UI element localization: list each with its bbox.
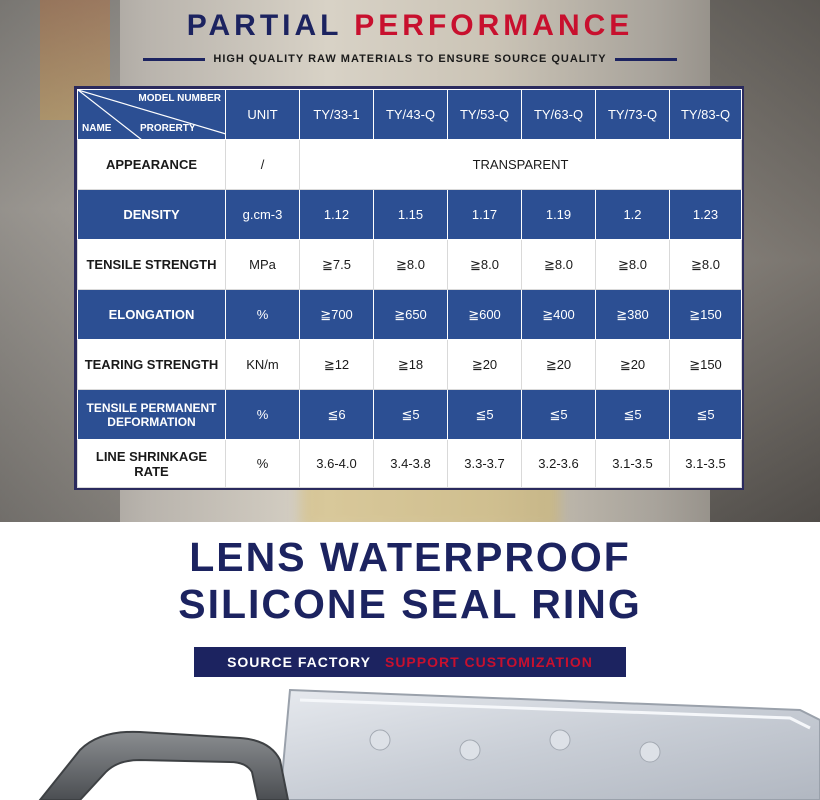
row-value: ≦5 — [374, 390, 448, 440]
table-row — [78, 290, 742, 340]
row-unit: MPa — [226, 240, 300, 290]
column-header: TY/63-Q — [522, 90, 596, 140]
row-unit: % — [226, 290, 300, 340]
row-value: 1.15 — [374, 190, 448, 240]
row-value: ≧8.0 — [670, 240, 742, 290]
corner-label-model: MODEL NUMBER — [138, 93, 221, 104]
row-value: ≧18 — [374, 340, 448, 390]
product-photo — [0, 680, 820, 800]
row-name: LINE SHRINKAGE RATE — [78, 440, 226, 488]
row-value: ≧20 — [448, 340, 522, 390]
corner-cell — [78, 90, 226, 140]
column-header: TY/53-Q — [448, 90, 522, 140]
section-subtitle-text: HIGH QUALITY RAW MATERIALS TO ENSURE SOURCE QUALITY — [213, 53, 607, 65]
row-value: 3.4-3.8 — [374, 440, 448, 488]
corner-label-name: NAME — [82, 123, 112, 134]
row-value: ≧600 — [448, 290, 522, 340]
row-value: ≧380 — [596, 290, 670, 340]
row-name: TENSILE STRENGTH — [78, 240, 226, 290]
row-value: ≧20 — [522, 340, 596, 390]
table-row — [78, 340, 742, 390]
row-name: APPEARANCE — [78, 140, 226, 190]
headline-line2: SILICONE SEAL RING — [178, 581, 642, 627]
product-headline — [0, 534, 820, 628]
row-value: 1.12 — [300, 190, 374, 240]
row-value: ≧150 — [670, 340, 742, 390]
row-value: 3.3-3.7 — [448, 440, 522, 488]
row-unit: / — [226, 140, 300, 190]
row-value: ≧400 — [522, 290, 596, 340]
row-value: ≧8.0 — [448, 240, 522, 290]
row-value: ≧12 — [300, 340, 374, 390]
divider-left — [143, 58, 205, 61]
row-value: ≧650 — [374, 290, 448, 340]
row-name: ELONGATION — [78, 290, 226, 340]
row-value: 1.2 — [596, 190, 670, 240]
row-value: 3.2-3.6 — [522, 440, 596, 488]
column-header: TY/83-Q — [670, 90, 742, 140]
section-subtitle — [0, 50, 820, 68]
headline-line1: LENS WATERPROOF — [189, 534, 631, 580]
divider-right — [615, 58, 677, 61]
row-value: ≦5 — [596, 390, 670, 440]
section-title — [0, 6, 820, 46]
row-value: ≧150 — [670, 290, 742, 340]
row-value: ≧20 — [596, 340, 670, 390]
table-row — [78, 440, 742, 488]
row-unit: g.cm-3 — [226, 190, 300, 240]
spec-table-frame — [74, 86, 744, 490]
row-name: DENSITY — [78, 190, 226, 240]
row-value: ≦5 — [522, 390, 596, 440]
column-header: TY/73-Q — [596, 90, 670, 140]
row-value: 3.1-3.5 — [596, 440, 670, 488]
tagline-customization: SUPPORT CUSTOMIZATION — [384, 654, 593, 670]
column-header: UNIT — [226, 90, 300, 140]
row-value: 1.19 — [522, 190, 596, 240]
row-name: TEARING STRENGTH — [78, 340, 226, 390]
row-value: 3.6-4.0 — [300, 440, 374, 488]
table-row — [78, 190, 742, 240]
section-title-part1: PARTIAL — [186, 9, 342, 42]
tagline-source-factory: SOURCE FACTORY — [227, 654, 371, 670]
row-unit: % — [226, 390, 300, 440]
table-row — [78, 140, 742, 190]
row-value: ≦5 — [670, 390, 742, 440]
table-row — [78, 240, 742, 290]
row-value: 1.17 — [448, 190, 522, 240]
column-header: TY/43-Q — [374, 90, 448, 140]
section-title-part2: PERFORMANCE — [354, 9, 634, 42]
row-value: 3.1-3.5 — [670, 440, 742, 488]
row-value: 1.23 — [670, 190, 742, 240]
row-value: ≧8.0 — [374, 240, 448, 290]
corner-label-property: PRORERTY — [140, 123, 196, 134]
row-value: ≧8.0 — [596, 240, 670, 290]
row-name: TENSILE PERMANENT DEFORMATION — [78, 390, 226, 440]
table-row — [78, 390, 742, 440]
tagline-banner — [194, 647, 626, 677]
row-value-span: TRANSPARENT — [300, 140, 742, 190]
table-header-row — [78, 90, 742, 140]
column-header: TY/33-1 — [300, 90, 374, 140]
row-value: ≧8.0 — [522, 240, 596, 290]
row-value: ≦5 — [448, 390, 522, 440]
row-value: ≧7.5 — [300, 240, 374, 290]
spec-table — [77, 89, 742, 488]
product-illustration — [0, 680, 820, 800]
row-unit: % — [226, 440, 300, 488]
row-value: ≦6 — [300, 390, 374, 440]
row-value: ≧700 — [300, 290, 374, 340]
row-unit: KN/m — [226, 340, 300, 390]
